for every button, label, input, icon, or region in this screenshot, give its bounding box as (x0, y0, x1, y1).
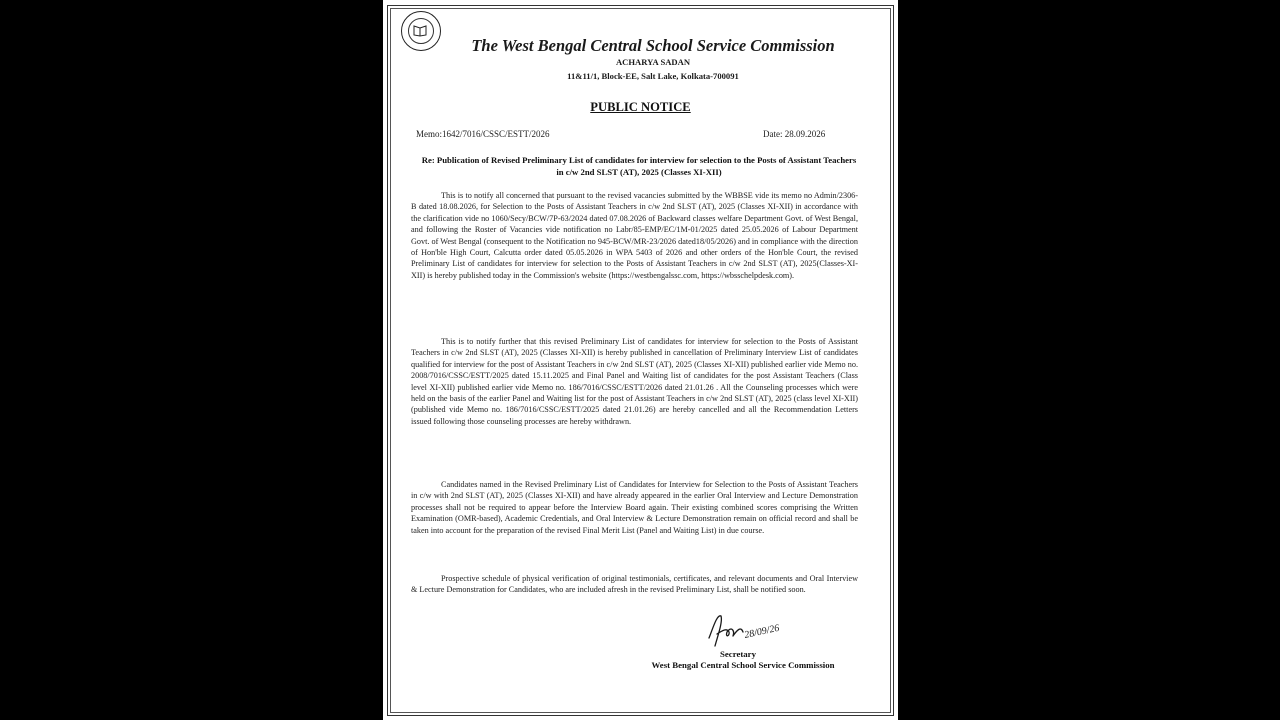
notice-date: Date: 28.09.2026 (763, 129, 826, 139)
signatory-designation: Secretary (720, 649, 756, 659)
notice-page (383, 0, 898, 720)
paragraph-1: This is to notify all concerned that pursuant to the revised vacancies submitted by the WBBSE vide its memo no Admin/2306-B dated 18.08.2026, for Selection to the Posts of Assistant Teachers in c/w 2nd SLST (AT), 2025 (Classes XI-XII) in accordance with the clarification vide no 1060/Secy/BCW/7P-63/2024 dated 07.08.2026 of Backward classes welfare Department Govt. of West Bengal, and following the Roster of Vacancies vide notification no Labr/85-EMP/EC/1M-01/2025 dated 25.05.2026 of Labour Department Govt. of West Bengal (consequent to the Notification no 945-BCW/MR-23/2026 dated18/05/2026) and in compliance with the direction of Hon'ble High Court, Calcutta order dated 05.05.2026 in WPA 5403 of 2026 and other orders of the Hon'ble Court, the revised Preliminary List of candidates for interview for selection to the Posts of Assistant Teachers in c/w 2nd SLST (AT), 2025(Classes-XI-XII) is hereby published today in the Commission's website (https://westbengalssc.com, https://wbsschelpdesk.com). (411, 191, 858, 280)
handwritten-signature (703, 608, 793, 652)
commission-address: 11&11/1, Block-EE, Salt Lake, Kolkata-700091 (567, 71, 739, 81)
svg-text:28/09/26: 28/09/26 (743, 622, 781, 641)
memo-number: Memo:1642/7016/CSSC/ESTT/2026 (416, 129, 550, 139)
signatory-organization: West Bengal Central School Service Commission (651, 660, 835, 670)
paragraph-3: Candidates named in the Revised Preliminary List of Candidates for Interview for Selection to the Posts of Assistant Teachers in c/w with 2nd SLST (AT), 2025 (Classes XI-XII) and have already appeared in the earlier Oral Interview and Lecture Demonstration processes shall not be required to appear before the Interview Board again. Their existing combined scores comprising the Written Examination (OMR-based), Academic Credentials, and Oral Interview & Lecture Demonstration remain on official record and shall be taken into account for the preparation of the revised Final Merit List (Panel and Waiting List) in due course. (411, 480, 858, 535)
commission-title: The West Bengal Central School Service Commission (471, 36, 835, 55)
public-notice-heading: PUBLIC NOTICE (590, 100, 691, 114)
paragraph-4: Prospective schedule of physical verification of original testimonials, certificates, and relevant documents and Oral Interview & Lecture Demonstration for Candidates, who are included afresh in the revised Preliminary List, shall be notified soon. (411, 574, 858, 595)
building-name: ACHARYA SADAN (615, 57, 691, 67)
notice-subject: Re: Publication of Revised Preliminary List of candidates for interview for selection to the Posts of Assistant Teachers in c/w 2nd SLST (AT), 2025 (Classes XI-XII) (421, 155, 857, 177)
commission-seal-icon (401, 11, 441, 51)
paragraph-2: This is to notify further that this revised Preliminary List of candidates for interview for selection to the Posts of Assistant Teachers in c/w 2nd SLST (AT), 2025 (Classes XI-XII) is hereby published in cancellation of Preliminary Interview List of candidates qualified for interview for the post of Assistant Teachers in c/w 2nd SLST (AT), 2025 (Classes XI-XII) published earlier vide Memo no. 2008/7016/CSSC/ESTT/2025 dated 15.11.2025 and Final Panel and Waiting list of candidates for the post Assistant Teachers (Class level XI-XII) published earlier vide Memo no. 186/7016/CSSC/ESTT/2026 dated 21.01.26 . All the Counseling processes which were held on the basis of the earlier Panel and Waiting list for the post of Assistant Teachers in c/w 2nd SLST (AT), 2025 (class level XI-XII) (published vide Memo no. 186/7016/CSSC/ESTT/2025 dated 21.01.26) are hereby cancelled and all the Recommendation Letters issued following those counseling processes are hereby withdrawn. (411, 337, 858, 426)
